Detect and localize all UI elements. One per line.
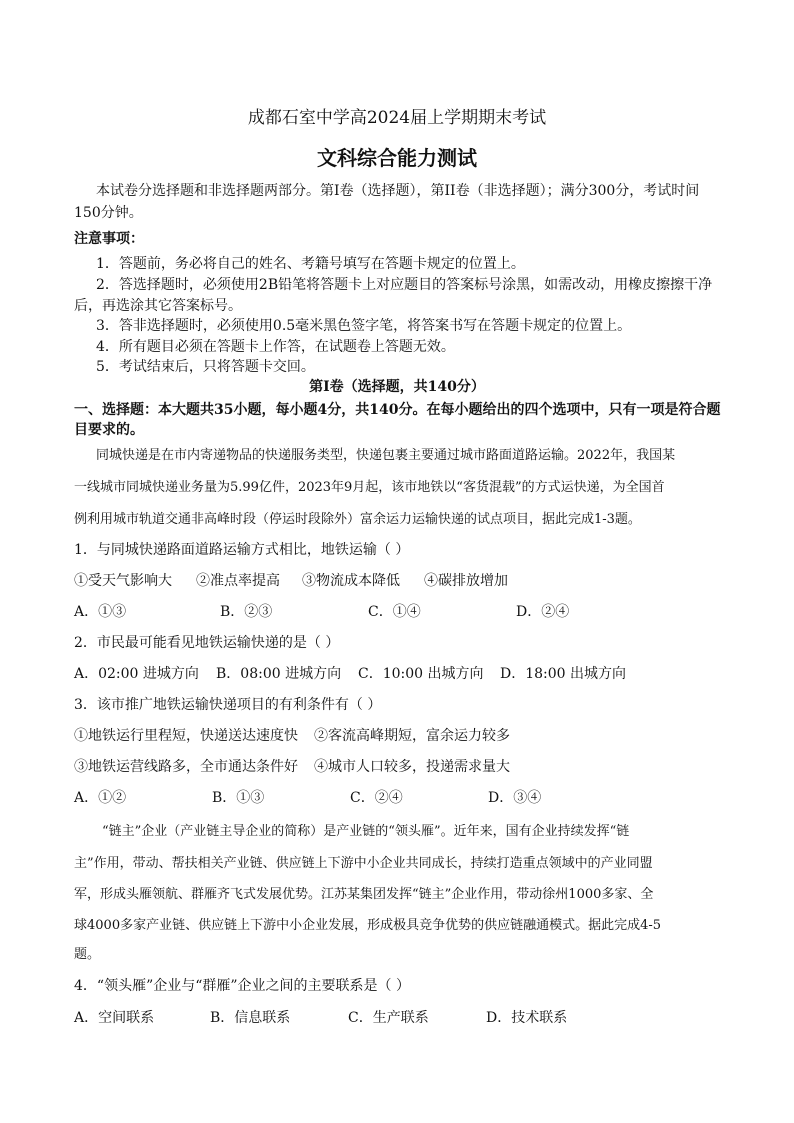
statement: ③地铁运营线路多，全市通达条件好 [74,759,298,775]
option-a: A．①② [74,790,127,806]
subject-title: 文科综合能力测试 [317,146,477,170]
statement: ②准点率提高 [196,573,280,589]
option-b: B．①③ [212,790,265,806]
option-b: B．②③ [220,604,273,620]
option-d: D．③④ [488,790,542,806]
question-1-stem: 1．与同城快递路面道路运输方式相比，地铁运输（ ） [74,542,410,558]
passage1-line: 例利用城市轨道交通非高峰时段（停运时段除外）富余运力运输快递的试点项目，据此完成1-3题。 [74,512,641,527]
option-a: A．02:00 进城方向 [74,666,199,682]
passage1-line: 同城快递是在市内寄递物品的快递服务类型，快递包裹主要通过城市路面道路运输。2022年，我国某 [96,448,676,463]
option-c: C．10:00 出城方向 [358,666,484,682]
option-a: A．空间联系 [74,1010,155,1026]
statement: ②客流高峰期短，富余运力较多 [314,728,510,744]
option-c: C．生产联系 [348,1010,429,1026]
note-item: 5．考试结束后，只将答题卡交回。 [96,359,315,375]
section-instruction-2: 目要求的。 [74,422,144,438]
passage2-line: 主”作用，带动、帮扶相关产业链、供应链上下游中小企业共同成长，持续打造重点领域中的产业同盟 [74,856,653,871]
passage2-line: “链主”企业（产业链主导企业的简称）是产业链的“领头雁”。近年来，国有企业持续发挥“链 [102,824,630,839]
statement: ④城市人口较多，投递需求量大 [314,759,510,775]
statement: ④碳排放增加 [424,573,508,589]
option-c: C．①④ [368,604,421,620]
section-instruction-1: 一、选择题：本大题共35小题，每小题4分，共140分。在每小题给出的四个选项中，只有一项是符合题 [74,402,721,418]
note-item: 后，再选涂其它答案标号。 [74,298,242,314]
intro-line-1: 本试卷分选择题和非选择题两部分。第I卷（选择题），第II卷（非选择题）；满分300分，考试时间 [96,183,700,199]
school-title: 成都石室中学高2024届上学期期末考试 [247,108,547,128]
passage1-line: 一线城市同城快递业务量为5.99亿件，2023年9月起，该市地铁以“客货混载”的方式运快递，为全国首 [74,480,665,495]
option-c: C．②④ [350,790,403,806]
question-4-stem: 4．“领头雁”企业与“群雁”企业之间的主要联系是（ ） [74,978,410,994]
passage2-line: 题。 [74,947,101,962]
option-d: D．技术联系 [486,1010,568,1026]
statement: ①受天气影响大 [74,573,172,589]
option-a: A．①③ [74,604,127,620]
intro-line-2: 150分钟。 [74,205,143,221]
notes-heading: 注意事项： [74,231,144,247]
question-3-stem: 3．该市推广地铁运输快递项目的有利条件有（ ） [74,697,382,713]
note-item: 4．所有题目必须在答题卡上作答，在试题卷上答题无效。 [96,339,455,355]
passage2-line: 球4000多家产业链、供应链上下游中小企业发展，形成极具竞争优势的供应链融通模式。据此完成4-5 [74,918,662,933]
option-b: B．08:00 进城方向 [216,666,342,682]
section-title: 第I卷（选择题，共140分） [309,379,485,395]
option-b: B．信息联系 [210,1010,291,1026]
passage2-line: 军，形成头雁领航、群雁齐飞式发展优势。江苏某集团发挥“链主”企业作用，带动徐州1000多家、全 [74,887,654,902]
question-2-stem: 2．市民最可能看见地铁运输快递的是（ ） [74,635,340,651]
note-item: 1．答题前，务必将自己的姓名、考籍号填写在答题卡规定的位置上。 [96,256,525,272]
option-d: D．18:00 出城方向 [500,666,627,682]
note-item: 2．答选择题时，必须使用2B铅笔将答题卡上对应题目的答案标号涂黑，如需改动，用橡皮擦擦干净 [96,277,713,293]
statement: ①地铁运行里程短，快递送达速度快 [74,728,298,744]
option-d: D．②④ [516,604,570,620]
statement: ③物流成本降低 [302,573,400,589]
note-item: 3．答非选择题时，必须使用0.5毫米黑色签字笔，将答案书写在答题卡规定的位置上。 [96,318,632,334]
